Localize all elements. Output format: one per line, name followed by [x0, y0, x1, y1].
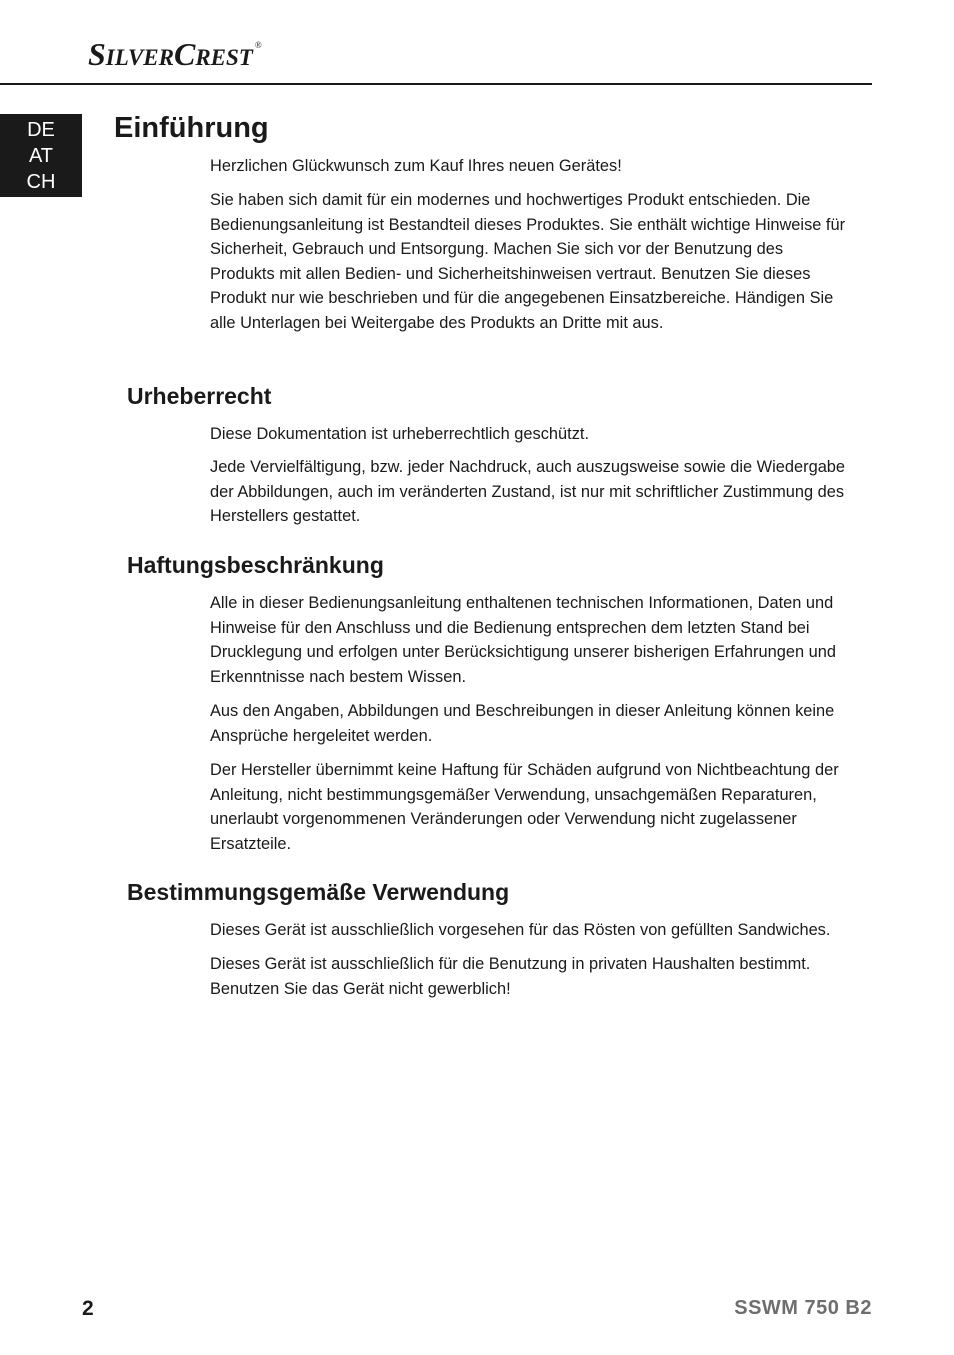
logo-letters: ILVER: [105, 45, 174, 70]
lang-at: AT: [28, 144, 54, 167]
copyright-paragraph-2: Jede Vervielfältigung, bzw. jeder Nachdruck, auch auszugsweise sowie die Wiedergabe der Abbildungen, auch im veränderten Zustand, ist nur mit schriftlicher Zustimmung des Herstellers gestattet.: [210, 458, 846, 526]
logo-letter: S: [88, 36, 106, 72]
section-title-intended-use: Bestimmungsgemäße Verwendung: [127, 879, 510, 905]
section-title-copyright: Urheberrecht: [127, 383, 272, 409]
lang-ch: CH: [26, 170, 56, 193]
brand-logo: [88, 36, 262, 73]
intro-paragraph-1: Herzlichen Glückwunsch zum Kauf Ihres neuen Gerätes!: [210, 157, 622, 175]
logo-letter: C: [173, 36, 196, 72]
section-title-liability: Haftungsbeschränkung: [127, 552, 384, 578]
liability-paragraph-2: Aus den Angaben, Abbildungen und Beschreibungen in dieser Anleitung können keine Ansprüche hergeleitet werden.: [210, 702, 835, 745]
header-divider: [0, 83, 872, 85]
lang-de: DE: [27, 118, 55, 141]
model-number: SSWM 750 B2: [734, 1297, 872, 1319]
intended-use-paragraph-1: Dieses Gerät ist ausschließlich vorgesehen für das Rösten von gefüllten Sandwiches.: [210, 921, 831, 939]
liability-paragraph-3: Der Hersteller übernimmt keine Haftung für Schäden aufgrund von Nichtbeachtung der Anleitung, nicht bestimmungsgemäßer Verwendung, unsachgemäßen Reparaturen, unerlaubt vorgenommenen Veränderungen oder Verwendung nicht zugelassener Ersatzteile.: [210, 761, 839, 853]
copyright-paragraph-1: Diese Dokumentation ist urheberrechtlich geschützt.: [210, 425, 589, 443]
registered-mark: ®: [254, 40, 262, 50]
liability-paragraph-1: Alle in dieser Bedienungsanleitung enthaltenen technischen Informationen, Daten und Hinweise für den Anschluss und die Bedienung entsprechen dem letzten Stand bei Drucklegung und erfolgen unter Berücksichtigung unserer bisherigen Erfahrungen und Erkenntnisse nach bestem Wissen.: [210, 594, 836, 686]
intended-use-paragraph-2: Dieses Gerät ist ausschließlich für die Benutzung in privaten Haushalten bestimmt. Benutzen Sie das Gerät nicht gewerblich!: [210, 955, 811, 998]
page-number: 2: [82, 1297, 94, 1320]
logo-letters: REST: [195, 45, 253, 70]
intro-paragraph-2: Sie haben sich damit für ein modernes und hochwertiges Produkt entschieden. Die Bedienungsanleitung ist Bestandteil dieses Produktes. Sie enthält wichtige Hinweise für Sicherheit, Gebrauch und Entsorgung. Machen Sie sich vor der Benutzung des Produkts mit allen Bedien- und Sicherheitshinweisen vertraut. Benutzen Sie dieses Produkt nur wie beschrieben und für die angegebenen Einsatzbereiche. Händigen Sie alle Unterlagen bei Weitergabe des Produkts an Dritte mit aus.: [210, 191, 846, 332]
language-tab: [0, 114, 82, 197]
section-title-intro: Einführung: [114, 112, 269, 144]
